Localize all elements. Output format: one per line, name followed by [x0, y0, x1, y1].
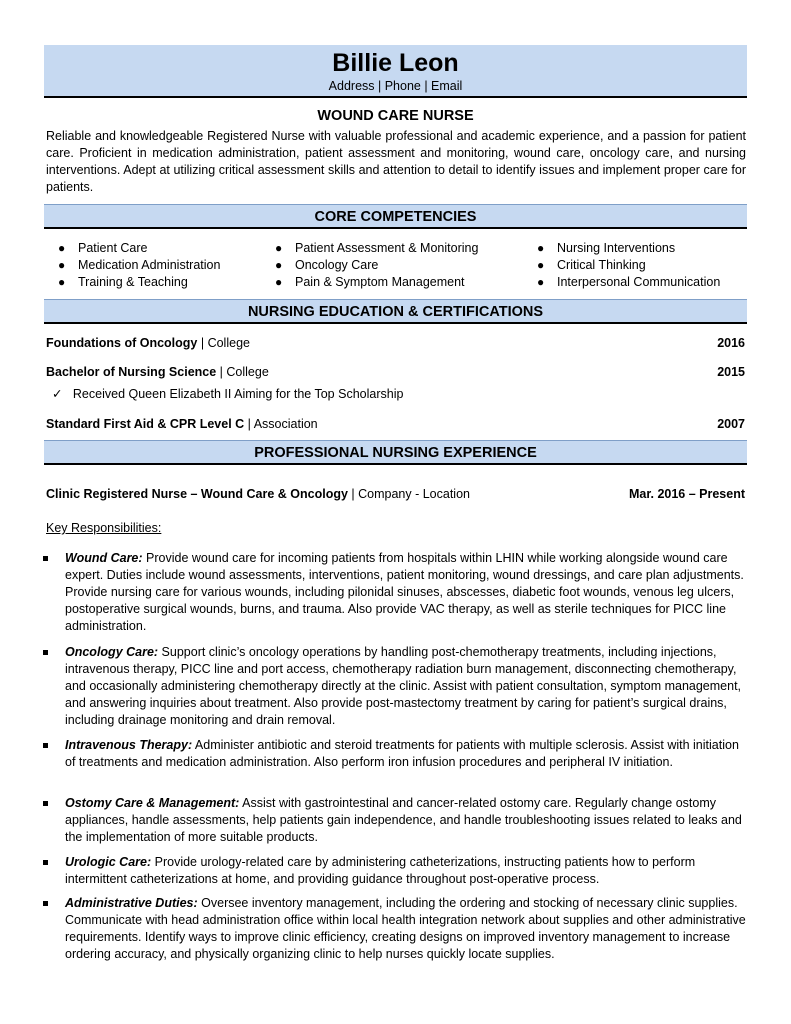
responsibility-item: Intravenous Therapy: Administer antibiotic and steroid treatments for patients with multiple sclerosis. Assist with initiation of treatments and medication administration. Also perform iron infusion procedures and peripheral IV initiation.	[65, 738, 739, 769]
responsibility-item: Wound Care: Provide wound care for incoming patients from hospitals within LHIN while working alongside wound care expert. Duties include wound assessments, interventions, patient monitoring, wound dressings, and care plan adjustments. Provide nursing care for various wounds, including pilonidal sinuses, abscesses, diabetic foot wounds, venous leg ulcers, postoperative surgical wounds, burns, and trauma. Also provide VAC therapy, as well as sterile techniques for PICC line administration.	[65, 551, 744, 633]
education-entry: Standard First Aid & CPR Level C | Association 2007	[46, 417, 745, 431]
square-bullet-icon	[43, 801, 48, 806]
company-location: Company - Location	[358, 487, 470, 501]
section-education: NURSING EDUCATION & CERTIFICATIONS	[44, 299, 747, 324]
education-honor	[52, 386, 403, 403]
bullet-icon: ●	[58, 275, 66, 289]
competency-item: ● Interpersonal Communication	[537, 275, 721, 289]
responsibility-item: Oncology Care: Support clinic’s oncology operations by handling post-chemotherapy treatments, including injections, intravenous therapy, PICC line and port access, chemotherapy radiation burn management, disconnecting chemotherapy, and occasionally administering chemotherapy directly at the clinic. Assist with patient consultation, symptom management, and answering inquiries about treatment. Also provide post-mastectomy treatment by caring for patient’s surgical drains, including drainage monitoring and drain removal.	[65, 645, 742, 727]
education-entry: Bachelor of Nursing Science | College 2015	[46, 365, 745, 379]
job-role: Clinic Registered Nurse – Wound Care & Oncology	[46, 487, 348, 501]
responsibility-item: Administrative Duties: Oversee inventory management, including the ordering and stocking of necessary clinic supplies. Communicate with head administration office within local health integration network about supplies and other administrative requirements. Identify ways to improve clinic efficiency, creating designs on improved inventory management to increase ordering accuracy, and physically organizing clinic to help nurses quickly locate supplies.	[65, 896, 746, 961]
square-bullet-icon	[43, 901, 48, 906]
competency-item: ● Patient Assessment & Monitoring	[275, 241, 479, 255]
bullet-icon: ●	[58, 241, 66, 255]
education-year: 2007	[717, 417, 745, 431]
institution: College	[207, 336, 250, 350]
square-bullet-icon	[43, 556, 48, 561]
bullet-icon: ●	[275, 275, 283, 289]
competency-item: ● Patient Care	[58, 241, 148, 255]
honor-text: Received Queen Elizabeth II Aiming for the Top Scholarship	[72, 387, 404, 401]
institution: College	[226, 365, 269, 379]
education-entry: Foundations of Oncology | College 2016	[46, 336, 745, 350]
institution: Association	[253, 417, 318, 431]
section-experience: PROFESSIONAL NURSING EXPERIENCE	[44, 440, 747, 465]
competency-item: ● Pain & Symptom Management	[275, 275, 465, 289]
bullet-icon: ●	[537, 275, 545, 289]
bullet-icon: ●	[537, 258, 545, 272]
checkmark-icon: ✓	[52, 387, 63, 401]
square-bullet-icon	[43, 860, 48, 865]
contact-line: Address | Phone | Email	[328, 79, 463, 93]
square-bullet-icon	[43, 650, 48, 655]
section-core-competencies: CORE COMPETENCIES	[44, 204, 747, 229]
job-entry: Clinic Registered Nurse – Wound Care & Oncology | Company - Location Mar. 2016 – Present	[46, 487, 745, 501]
bullet-icon: ●	[275, 258, 283, 272]
education-year: 2016	[717, 336, 745, 350]
bullet-icon: ●	[58, 258, 66, 272]
bullet-icon: ●	[537, 241, 545, 255]
competency-item: ● Critical Thinking	[537, 258, 646, 272]
competency-list-3	[533, 240, 720, 291]
summary-paragraph: Reliable and knowledgeable Registered Nurse with valuable professional and academic experience, and a passion for patient care. Proficient in medication administration, patient assessment and monitoring, wound care, oncology care, and nursing interventions. Adept at utilizing critical assessment skills and attention to detail to identify issues and implement proper care for patients.	[46, 129, 746, 194]
degree-name: Foundations of Oncology	[46, 336, 198, 350]
certification-name: Standard First Aid & CPR Level C	[46, 417, 245, 431]
competency-item: ● Nursing Interventions	[537, 241, 676, 255]
resume-header	[44, 45, 747, 98]
responsibility-item: Ostomy Care & Management: Assist with gastrointestinal and cancer-related ostomy care. Regularly change ostomy appliances, handle assessments, help patients gain independence, and handle troubleshooting issues related to leaks and the implementation of more suitable products.	[65, 796, 742, 844]
candidate-name: Billie Leon	[332, 49, 459, 77]
competency-item: ● Oncology Care	[275, 258, 379, 272]
responsibility-item: Urologic Care: Provide urology-related care by administering catheterizations, instructing patients how to perform intermittent catheterizations at home, and providing guidance throughout post-operative process.	[65, 855, 696, 886]
competency-list-1	[54, 240, 220, 291]
bullet-icon: ●	[275, 241, 283, 255]
degree-name: Bachelor of Nursing Science	[46, 365, 217, 379]
job-title: WOUND CARE NURSE	[317, 108, 474, 124]
square-bullet-icon	[43, 743, 48, 748]
job-dates: Mar. 2016 – Present	[628, 487, 745, 501]
key-responsibilities-label: Key Responsibilities:	[46, 521, 162, 535]
competency-item: ● Training & Teaching	[58, 275, 188, 289]
competency-item: ● Medication Administration	[58, 258, 221, 272]
education-year: 2015	[717, 365, 745, 379]
competency-list-2	[271, 240, 478, 291]
